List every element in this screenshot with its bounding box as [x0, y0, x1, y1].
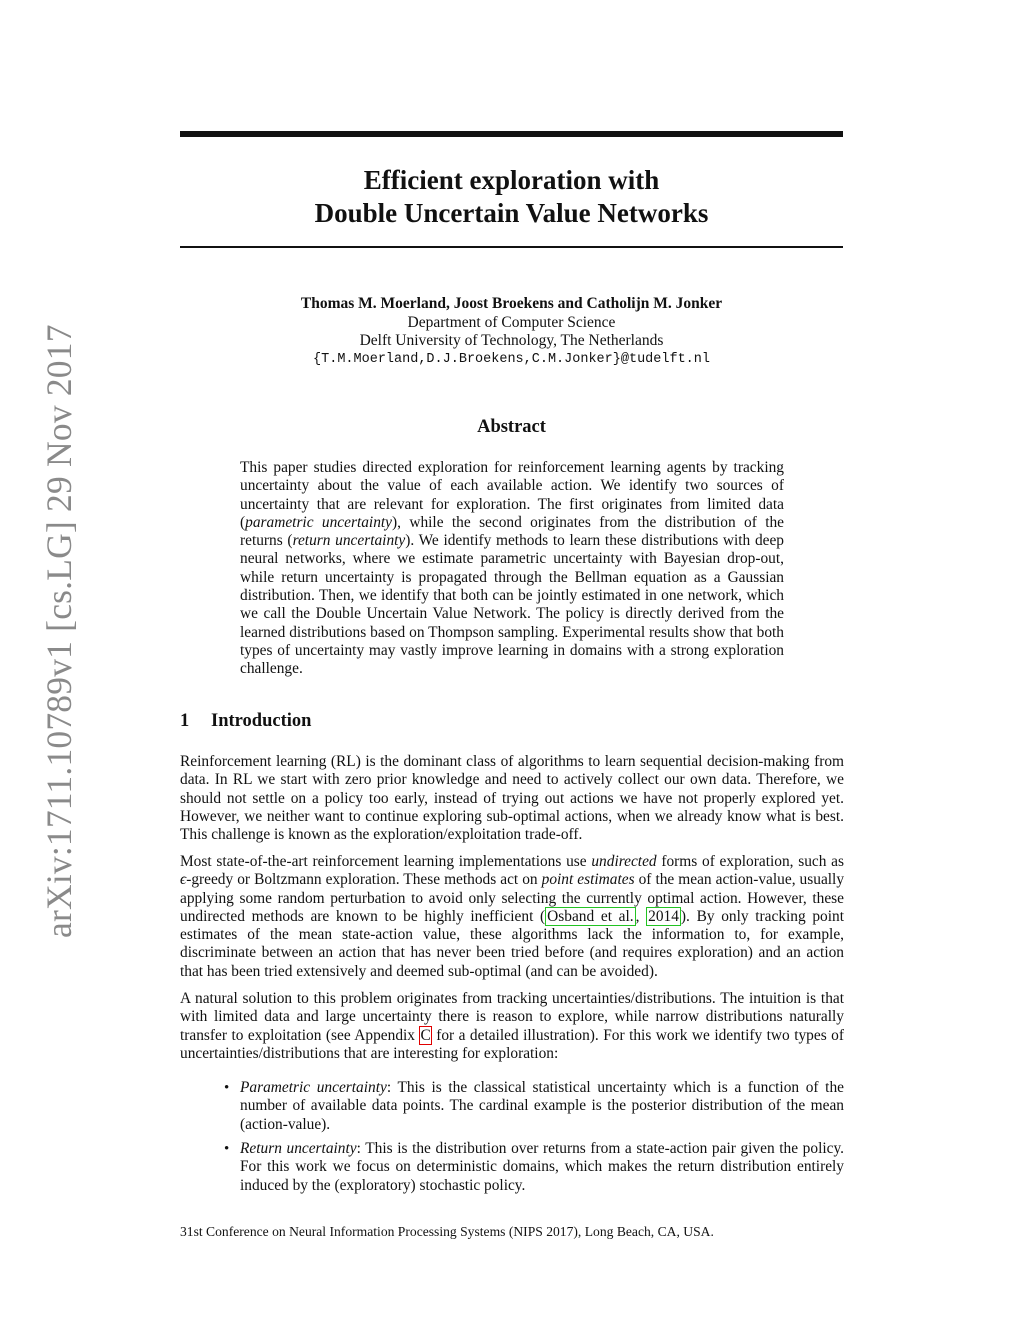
intro-paragraph-2 [180, 853, 844, 981]
author-university: Delft University of Technology, The Netherlands [359, 332, 664, 349]
title-line-2: Double Uncertain Value Networks [314, 198, 709, 228]
abstract-term-return: return uncertainty [292, 532, 406, 550]
section-title: Introduction [211, 711, 312, 731]
p3-text-b: for a detailed illustration). For this work we identify two types of uncertainties/distributions that are interesting for exploration: [180, 1026, 844, 1062]
p3-text-a: A natural solution to this problem originates from tracking uncertainties/distributions. The intuition is that with limited data and large uncertainty there is reason to explore, while narrow distributions naturally transfer to exploitation (see Appendix [180, 990, 844, 1044]
bullet-marker-1: • [224, 1080, 230, 1096]
author-block [180, 295, 843, 369]
p2-text-d: of the mean action-value, usually applying some random perturbation to avoid only selecting the currently optimal action. However, these undirected methods are known to be highly inefficient ( [180, 871, 845, 925]
bullet-item-parametric [240, 1079, 844, 1134]
p2-term-undirected: undirected [591, 853, 657, 870]
abstract-body [240, 459, 784, 679]
author-email: {T.M.Moerland,D.J.Broekens,C.M.Jonker}@tudelft.nl [313, 351, 710, 367]
arxiv-stamp-text: arXiv:1711.10789v1 [cs.LG] 29 Nov 2017 [39, 324, 79, 938]
author-names: Thomas M. Moerland, Joost Broekens and Catholijn M. Jonker [300, 295, 723, 312]
p2-text-e: ). By only tracking point estimates of the mean state-action value, these algorithms lack the information to, for example, discriminate between an action that has never been tried before (and requires exploration) and an action that has been tried extensively and deemed sub-optimal (and can be avoided). [180, 907, 845, 980]
bullet-1-text: : This is the classical statistical uncertainty which is a function of the number of available data points. The cardinal example is the posterior distribution of the mean (action-value). [240, 1079, 844, 1133]
title-top-rule [180, 131, 843, 137]
p2-term-point-estimates: point estimates [541, 871, 635, 889]
citation-link-year[interactable]: 2014 [648, 907, 679, 925]
bullet-2-text: : This is the distribution over returns from a state-action pair given the policy. For this work we focus on deterministic domains, which makes the return distribution entirely induced by the (exploratory) stochastic policy. [240, 1140, 845, 1194]
p2-text-a: Most state-of-the-art reinforcement learning implementations use [180, 853, 592, 870]
abstract-text-end: ). We identify methods to learn these distributions with deep neural networks, where we estimate parametric uncertainty with Bayesian drop-out, while return uncertainty is propagated through the Bellman equation as a Gaussian distribution. Then, we identify that both can be jointly estimated in one network, which we call the Double Uncertain Value Network. The policy is directly derived from the learned distributions based on Thompson sampling. Experimental results show that both types of uncertainty may vastly improve learning in domains with a strong exploration challenge. [240, 532, 784, 678]
p2-epsilon: ϵ [180, 871, 187, 889]
abstract-text-mid: ), while the second originates from the distribution of the returns ( [240, 513, 784, 550]
author-department: Department of Computer Science [407, 313, 616, 331]
appendix-link[interactable]: C [420, 1026, 431, 1044]
bullet-2-term: Return uncertainty [240, 1140, 357, 1157]
abstract-heading: Abstract [477, 417, 546, 437]
bullet-marker-2: • [224, 1141, 230, 1157]
conference-footer: 31st Conference on Neural Information Processing Systems (NIPS 2017), Long Beach, CA, USA. [180, 1224, 714, 1239]
abstract-term-parametric: parametric uncertainty [245, 513, 392, 531]
bullet-1-term: Parametric uncertainty [240, 1079, 387, 1096]
bullet-item-return [240, 1140, 844, 1195]
title-bottom-rule [180, 246, 843, 248]
p2-text-c: -greedy or Boltzmann exploration. These methods act on [186, 871, 542, 889]
section-number: 1 [180, 711, 190, 731]
p2-text-b: forms of exploration, such as [656, 853, 844, 870]
title-line-1: Efficient exploration with [363, 165, 660, 195]
section-heading-introduction [180, 711, 311, 732]
intro-paragraph-3 [180, 990, 844, 1063]
paper-title [180, 164, 843, 230]
citation-link-author[interactable]: Osband et al. [547, 907, 634, 925]
abstract-text-start: This paper studies directed exploration for reinforcement learning agents by tracking uncertainty about the value of each available action. We identify two sources of uncertainty that are relevant for exploration. The first originates from limited data ( [240, 459, 784, 531]
intro-paragraph-1: Reinforcement learning (RL) is the dominant class of algorithms to learn sequential decision-making from data. In RL we start with zero prior knowledge and need to actively collect our own data. Therefore, we should not settle on a policy too early, instead of trying out actions we have not properly explored yet. However, we neither want to continue exploring sub-optimal actions, when we already know what is best. This challenge is known as the exploration/exploitation trade-off. [180, 753, 844, 844]
p2-cite-separator: , [635, 907, 647, 925]
